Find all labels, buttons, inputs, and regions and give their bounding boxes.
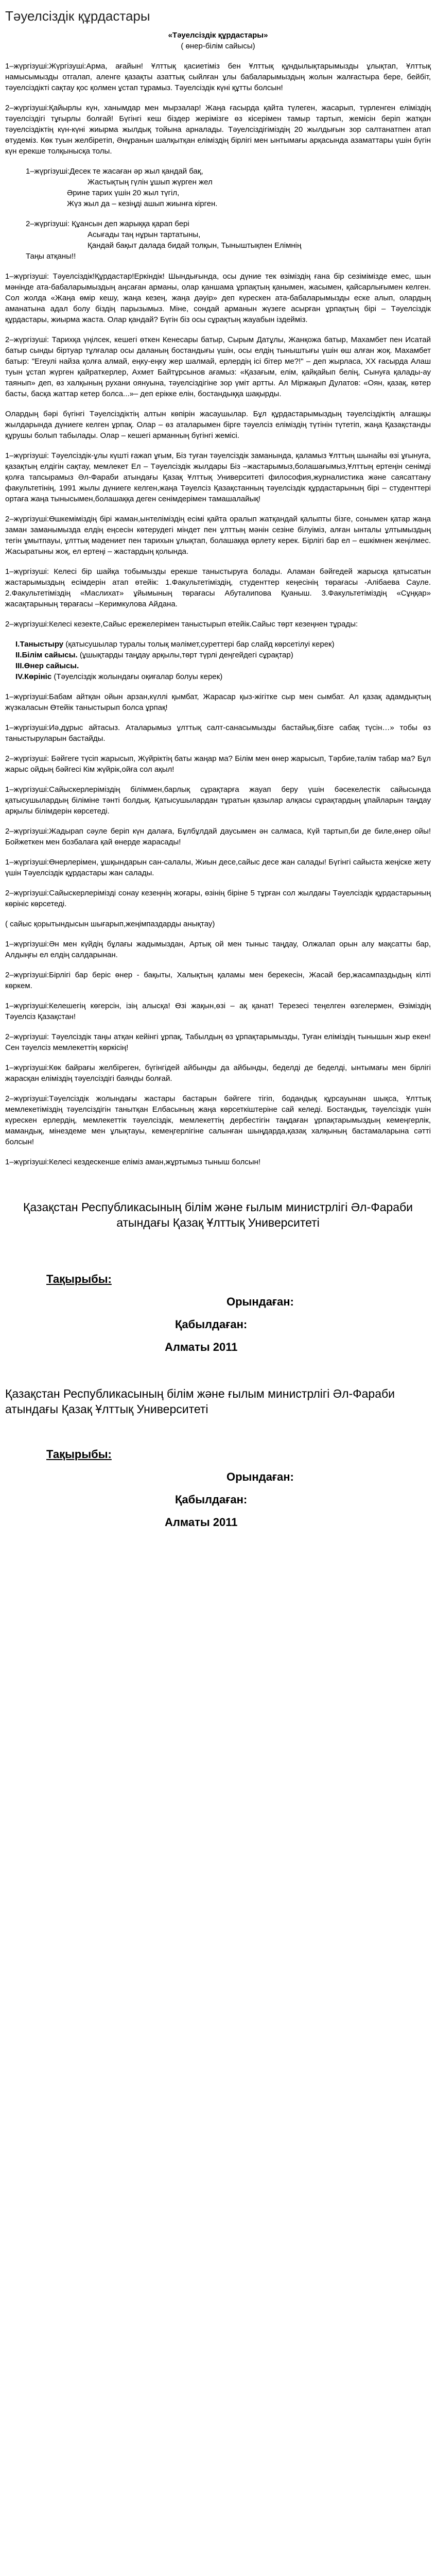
document-body — [5, 30, 431, 1167]
paragraph-16: 2–жүргізуші:Сайыскерлерімізді сонау кезеңнің жоғары, өзінің біріне 5 тұрған сол жылдағы Тәуелсіздік құрдастарының көрініс көрсетеді. — [5, 889, 431, 908]
poem-line: Жүз жыл да – кезіңді ашып жиынға кірген. — [67, 199, 218, 208]
title-page-repeat — [5, 1386, 431, 1529]
poem-line: Асығады таң нұрын тартатыны, — [88, 230, 201, 239]
stage-item — [5, 671, 431, 682]
ministry-heading: Қазақстан Республикасының білім және ғылым министрлігі Әл-Фараби атындағы Қазақ Ұлттық Университеті — [23, 1200, 413, 1229]
presenter-label: Орындаған: — [226, 1470, 294, 1483]
topic-label: Тақырыбы: — [46, 1448, 112, 1461]
event-subtitle: ( өнер-білім сайысы) — [181, 42, 255, 50]
stage-label: III.Өнер сайысы. — [15, 662, 79, 670]
paragraph-13: 1–жүргізуші:Сайыскерлеріміздің біліммен,барлық сұрақтарға жауап беру үшін бәсекелестік сайысында қатысушылардың біліміне тәнті болдық. Қатысушылардан тұратын қазылар алқасы сұрақтардың ұпайларын таңдау арқылы білімдерін көрсетеді. — [5, 785, 431, 816]
poem-block-1 — [5, 166, 431, 209]
stage-text: (қатысушылар туралы толық мәлімет,суреттері бар слайд көрсетілуі керек) — [65, 640, 335, 649]
paragraph-5: Олардың бәрі бүгінгі Тәуелсіздіктің алтын көпірін жасаушылар. Бұл құрдастарымыздың тәуелсіздіктің алғашқы жылдарында дүниеге келген ұрпақ. Олар – өз аталарымен бірге тәуелсіз еліміздің түтінін түтетіп, жаңа Қазақстанды құрушы болып табылады. Олар – кешегі арманның бүгінгі жемісі. — [5, 410, 431, 440]
paragraph-9: 2–жүргізуші:Келесі кезекте,Сайыс ережелерімен таныстырып өтейік.Сайыс төрт кезеңнен тұрады: — [5, 620, 358, 629]
paragraph-15: 1–жүргізуші:Өнерлерімен, ұшқындарын сан-салалы, Жиын десе,сайыс десе жан салады! Бүгінгі сайыста жеңіске жету үшін Тәуелсіздік құрдастары жан салады. — [5, 858, 431, 877]
paragraph-3: 1–жүргізуші: Тәуелсіздік!Құрдастар!Еркіндік! Шындығында, осы дүние тек өзіміздің ғана бір сезімімізде емес, шын мәнінде ата-бабаларымыздың аңсаған арманы, олар қаншама ұрпақтың қанымен, жасымен, қайсарлығымен келген. Сол жолда «Жаңа өмір кешу, жаңа кезең, жаңа дәуір» деп күрескен ата-бабаларымызды еске алып, олардың аманатына адал болу біздің парызымыз. Міне, сондай арманын жүзеге асырған ұрпақтың бірі – Тәуелсіздік құрдастары, жиырма жаста. Олар қандай? Бүгін біз осы сұрақтың жауабын іздейміз. — [5, 272, 431, 324]
poem-line: 2–жүргізуші: Құансын деп жарыққа қарап бері — [26, 219, 189, 228]
stage-label: IV.Көрініс — [15, 672, 52, 681]
paragraph-23: 2–жүргізуші:Тәуелсіздік жолындағы жастары бастарын бәйгеге тігіп, бодандық құрсауынан шықса, Ұлттық мемлекетіміздің тәуелсіздігін танытқан Елбасының жаңа көрсеткіштеріне сай келеді. Бостандық, тәуелсіздік үшін күрескен ерлердің, мемлекеттік тәуелсіздік, мемлекеттің дербестігін таңдаған ұрпақтарымыздың кемеңгерлік, мамандық, мінездеме мен ұлықтауы, кемеңгерлігіне салынған шыңдарда,қазақ халқының бастамаларына сәтті болсын! — [5, 1094, 431, 1146]
paragraph-7: 2–жүргізуші:Өшкеміміздің бірі жаман,ынтеліміздің есімі қайта оралып жатқандай қалыпты бізге, сонымен қатар жаңа заман заманымызда елдің еңсесін көтерудегі міндет пен ұлттың мәнін сезіне білуіміз, алған ынталы ұлтымыздың тегін ұмытпауы, ұлттық мәдениет пен тарихын ұлықтап, болашаққа өрлету керек. Бірлігі бар ел – ешкімнен жеңілмес. Жасыратыны жоқ, ел ертеңі – жастардың қолында. — [5, 515, 431, 556]
stage-item — [5, 650, 431, 660]
paragraph-19: 2–жүргізуші:Бірлігі бар беріс өнер - бақыты, Халықтың қаламы мен берекесін, Жасай бер,жасампаздыдың кілті көркем. — [5, 971, 431, 990]
stage-text: (Тәуелсіздік жолындағы оқиғалар болуы керек) — [54, 672, 223, 681]
stage-text: (ұшықтарды таңдау арқылы,төрт түрлі деңгейдегі сұрақтар) — [79, 651, 293, 659]
paragraph-12: 2–жүргізуші: Бәйгеге түсіп жарысып, Жүйріктің баты жаңар ма? Білім мен өнер жарысып, Тәрбие,талім табар ма? Бұл жарыс ойдың бәйгесі Кім жүйрік,ойға сол ақыл! — [5, 754, 431, 774]
title-page — [5, 1199, 431, 1354]
paragraph-4: 2–жүргізуші: Тарихқа үңілсек, кешегі өткен Кенесары батыр, Сырым Датұлы, Жанқожа батыр, Махамбет пен Исатай батыр сынды біртуар тұлғалар осы даланың бостандығы үшін, осы елдің тыныштығы үшін өш алған жоқ. Махамбет батыр: "Егеулі найза қолға алмай, еңку-еңку жер шалмай, ерлердің ісі бітер ме?!" – деп жырласа, ХХ ғасырда Алаш туын ұстап жүрген қайраткерлер, Ахмет Байтұрсынов ағамыз: «Қазағым, елім, қайқайып белің, Сынуға қалады-ау таянып» деп, өз халқының рухани оянуына, тәуелсіздігіне зор үміт артты. Ал Міржақып Дулатов: «Оян, қазақ, көтер басты, басқа жаттар кетер болса...»– деп ерікке елін, бостандыққа шақырды. — [5, 335, 431, 398]
stage-item — [5, 660, 431, 671]
city-year: Алматы 2011 — [165, 1516, 238, 1529]
spacer — [5, 1177, 431, 1199]
paragraph-8: 1–жүргізуші: Келесі бір шайқа тобымызды ерекше таныстыруға болады. Аламан бәйгедей жарысқа қатысатын жастарымыздың есімдерін атап өтейік: 1.Факультетіміздің, студенттер кеңесінің төрағасы -Алібаева Сауле. 2.Факультетіміздің «Маслихат» ұйымының төрағасы Абуталипова Қуаныш. 3.Факультетіміздің «Сұңқар» жасақтарының төрағасы –Керимкулова Айдана. — [5, 567, 431, 608]
poem-line: Қандай бақыт далада бидай толқын, Тыныштықпен Елімнің — [88, 241, 302, 250]
poem-line: Жастықтың гүлін ұшып жүрген жел — [88, 178, 213, 187]
topic-label: Тақырыбы: — [46, 1273, 112, 1285]
receiver-label: Қабылдаған: — [175, 1318, 248, 1331]
ministry-heading: Қазақстан Республикасының білім және ғылым министрлігі Әл-Фараби атындағы Қазақ Ұлттық Университеті — [5, 1387, 395, 1416]
page-heading: Тәуелсіздік құрдастары — [5, 8, 150, 24]
paragraph-18: 1–жүргізуші:Ән мен күйдің бұлағы жадымыздан, Артық ой мен тыныс таңдау, Олжалап орын алу мақсатты бар, Алдыңғы ел елдің салдарынан. — [5, 940, 431, 959]
receiver-label: Қабылдаған: — [175, 1493, 248, 1506]
stage-label: II.Білім сайысы. — [15, 651, 78, 659]
stage-label: I.Таныстыру — [15, 640, 64, 649]
stage-item — [5, 639, 431, 650]
poem-line: 1–жүргізуші:Десек те жасаған әр жыл қандай бақ, — [26, 167, 203, 176]
paragraph-1: 1–жүргізуші:Жүргізуші:Арма, ағайын! Ұлттық қасиетіміз бен Ұлттық құндылықтарымызды ұлықтап, Ұлттық намысымызды отгалап, аленге қазақты азаттық сыйлған ұлы бабаларымыздың жолын жалғастыра бере, бейбіт, тәуелсіздікті сақтау қос қолмен ұстап тұрамыз. Тәуелсіздік күні құтты болсын! — [5, 62, 431, 92]
spacer — [5, 1363, 431, 1386]
paragraph-21: 2–жүргізуші: Тәуелсіздік таңы атқан кейінгі ұрпақ, Табылдың өз ұрпақтарымызды, Туған еліміздің тынышын жыр екен! Сен тәуелсіз мемлекеттің көркісің! — [5, 1032, 431, 1052]
paragraph-20: 1–жүргізуші:Келешегің көгерсін, ізің алысқа! Өзі жақын,өзі – ақ қанат! Терезесі теңелген өзгелермен, Өзіміздің Тәуелсіз Қазақстан! — [5, 1002, 431, 1021]
paragraph-2: 2–жүргізуші:Қайырлы күн, ханымдар мен мырзалар! Жаңа ғасырда қайта түлеген, жасарып, түрленген еліміздің тәуелсіздігі тұғырлы болғай! Бүгінгі кеш біздер жерімізге өз кісерімен тамыр тартып, жемісін беріп жатқан тәуелсіздіктің күн-күні жиырма жылдық тойына арналады. Тәуелсіздігіміздің 20 жылдығын зор салтанатпен атап өтудеміз. Көк туын желбіретіп, Әнұранын шалқытқан еліміздің бірлігі мен ынтымағы арқасында азаматтары үшін бүгін күн ерекше толқынысқа толы. — [5, 104, 431, 156]
paragraph-22: 1–жүргізуші:Көк байрағы желбіреген, бүгінгідей айбынды да айбынды, беделді де беделді, ынтымағы мен бірлігі жарасқан еліміздің тәуелсіздігі баянды болғай. — [5, 1063, 431, 1083]
paragraph-6: 1–жүргізуші: Тәуелсіздік-ұлы күшті ғажап ұғым, Біз туған тәуелсіздік заманында, қаламыз Ұлттың шынайы өзі ұғынуға, қазақтың елдігін сақтау, мемлекет Ел – Тәуелсіздік жылдары Біз –жастарымыз,болашағымыз,Ұлттың ертеңін сенімді қолға тапсырамыз Әл-Фараби атындағы Қазақ Ұлттық Университеті философия,журналистика және саясаттану факультетінің, 1991 жылы дүниеге келген,жаңа Тәуелсіз Қазақстанның тәуелсіздік құрдастарының бірі – студенттері ортаға жаңа тынысымен,болашаққа деген сенімдерімен тамашалайық! — [5, 451, 431, 503]
paragraph-14: 2–жүргізуші:Жадырап сәуле беріп күн далаға, Бұлбұлдай даусымен ән салмаса, Күй тартып,би де биле,өнер ойы! Бойжеткен мен бозбалаға қай өнерде жарасады! — [5, 827, 431, 846]
paragraph-10: 1–жүргізуші:Бабам айтқан ойын арзан,күллі қымбат, Жарасар қыз-жігітке сыр мен сымбат. Ал қазақ адамдықтың жүзкаласын Өтейік таныстырып болса ұрпақ! — [5, 692, 431, 712]
spacer — [5, 1250, 431, 1273]
poem-block-2 — [5, 218, 431, 262]
paragraph-11: 1–жүргізуші:Иә,дұрыс айтасыз. Аталарымыз ұлттық салт-санасымызды бастайық,бізге сабақ түсін…» тобы өз таныстыруларын бастайды. — [5, 723, 431, 743]
paragraph-24: 1–жүргізуші:Келесі кездескенше еліміз аман,жұртымыз тыныш болсын! — [5, 1158, 260, 1166]
presenter-label: Орындаған: — [226, 1295, 294, 1308]
city-year: Алматы 2011 — [165, 1341, 238, 1353]
event-title: «Тәуелсіздік құрдастары» — [168, 31, 268, 40]
paragraph-17: ( сайыс қорытындысын шығарып,жеңімпаздарды анықтау) — [5, 920, 215, 928]
stages-list — [5, 639, 431, 682]
poem-line: Таңы атқаны!! — [26, 252, 76, 261]
poem-line: Әрине тарих үшін 20 жыл түгіл, — [67, 189, 180, 197]
